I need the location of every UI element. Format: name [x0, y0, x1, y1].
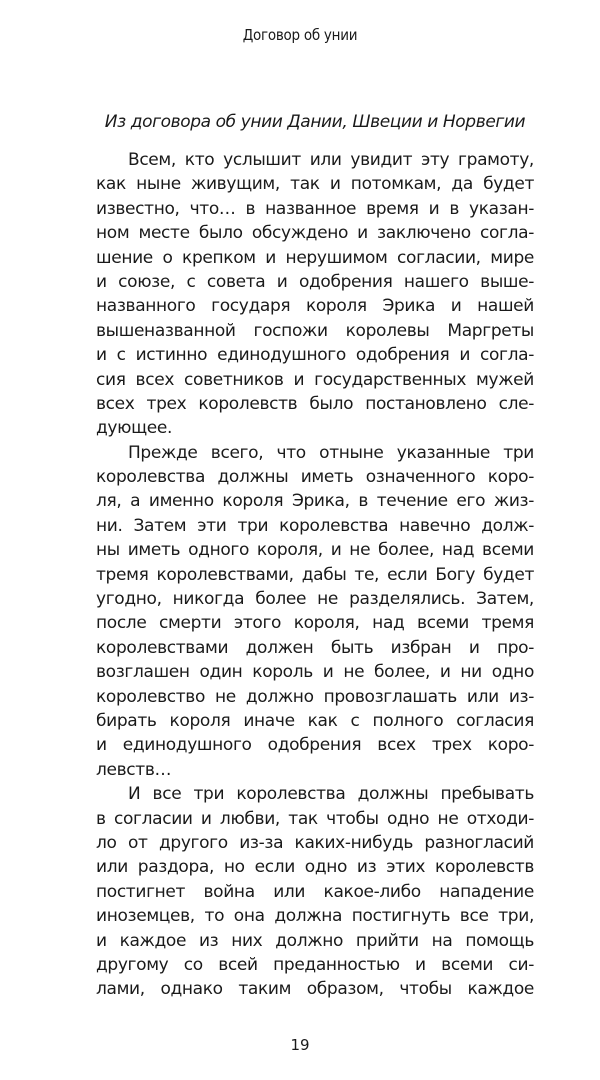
text-line: Всем, кто услышит или увидит эту грамоту, [128, 150, 534, 170]
text-line: дующее. [96, 418, 173, 439]
text-line: бирать короля иначе как с полного согласия [96, 710, 534, 731]
text-line: ля, а именно короля Эрика, в течение его жиз- [96, 491, 534, 512]
text-line: другому со всей преданностью и всеми си- [96, 954, 534, 975]
text-line: ло от другого из-за каких-нибудь разногласий [96, 832, 534, 853]
text-line: возглашен один король и не более, и ни одно [96, 662, 534, 683]
text-line: или раздора, но если одно из этих королевств [96, 857, 534, 878]
document-subtitle: Из договора об унии Дании, Швеции и Норвегии [104, 112, 526, 132]
text-line: после смерти этого короля, над всеми тремя [96, 613, 534, 634]
page-number: 19 [290, 1036, 310, 1054]
text-line: названного государя короля Эрика и нашей [96, 296, 534, 317]
text-line: постигнет война или какое-либо нападение [96, 881, 534, 902]
paragraph [96, 441, 534, 782]
text-line: сия всех советников и государственных мужей [96, 369, 534, 390]
text-line: королевства должны иметь означенного коро- [96, 467, 534, 488]
text-line: ни. Затем эти три королевства навечно долж- [96, 515, 534, 536]
text-line: и с истинно единодушного одобрения и согла- [96, 345, 534, 366]
text-line: угодно, никогда более не разделялись. Затем, [96, 589, 534, 610]
text-line: левств… [96, 759, 172, 780]
paragraph [96, 148, 534, 441]
text-line: и единодушного одобрения всех трех коро- [96, 735, 534, 756]
text-line: шение о крепком и нерушимом согласии, мире [96, 247, 534, 268]
text-line: известно, что… в названное время и в указан- [96, 198, 534, 219]
text-line: королевство не должно провозглашать или из- [96, 686, 534, 707]
text-line: и каждое из них должно прийти на помощь [96, 930, 534, 951]
text-line: ном месте было обсуждено и заключено согла- [96, 223, 534, 244]
paragraph [96, 782, 534, 1002]
text-line: всех трех королевств было постановлено сле- [96, 393, 534, 414]
text-line: как ныне живущим, так и потомкам, да будет [96, 174, 534, 195]
body-text [96, 148, 534, 1002]
text-line: в согласии и любви, так чтобы одно не отходи- [96, 808, 534, 829]
running-head: Договор об унии [242, 26, 358, 44]
text-line: королевствами должен быть избран и про- [96, 637, 534, 658]
text-line: вышеназванной госпожи королевы Маргреты [96, 320, 534, 341]
text-line: и союзе, с совета и одобрения нашего выше- [96, 271, 534, 292]
text-line: иноземцев, то она должна постигнуть все три, [96, 906, 534, 927]
text-line: лами, однако таким образом, чтобы каждое [96, 979, 534, 1000]
text-line: Прежде всего, что отныне указанные три [128, 442, 534, 463]
text-line: ны иметь одного короля, и не более, над всеми [96, 540, 534, 561]
text-line: тремя королевствами, дабы те, если Богу будет [96, 564, 534, 585]
text-line: И все три королевства должны пребывать [128, 784, 534, 805]
